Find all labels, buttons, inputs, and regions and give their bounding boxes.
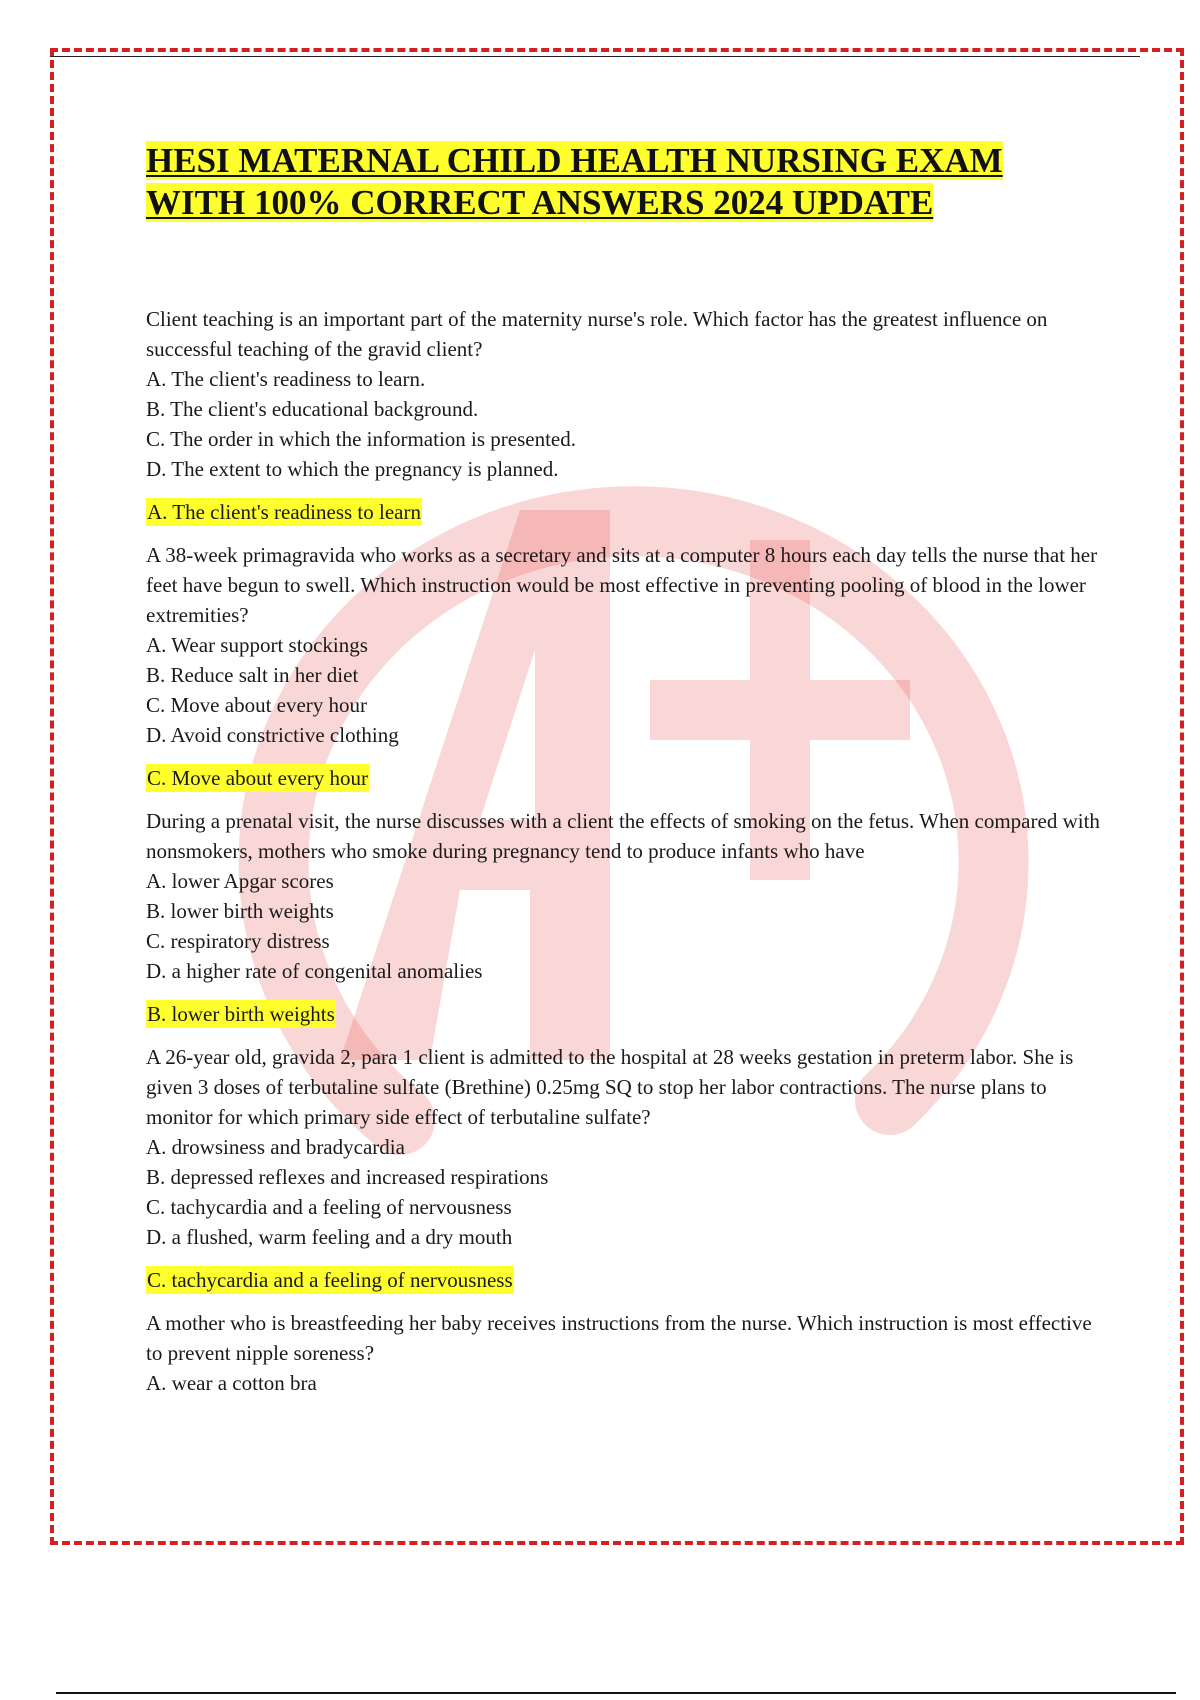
title-line-1: HESI MATERNAL CHILD HEALTH NURSING EXAM	[146, 141, 1003, 180]
option-d: D. a higher rate of congenital anomalies	[146, 959, 483, 983]
answer-highlight: B. lower birth weights	[147, 1002, 335, 1026]
question-text: During a prenatal visit, the nurse discusses with a client the effects of smoking on the fetus. When compared with nonsmokers, mothers who smoke during pregnancy tend to produce infants who have	[146, 809, 1100, 863]
option-b: B. lower birth weights	[146, 899, 334, 923]
question-3	[146, 806, 1106, 1028]
question-text: A 38-week primagravida who works as a secretary and sits at a computer 8 hours each day tells the nurse that her feet have begun to swell. Which instruction would be most effective in preventing pooling of blood in the lower extremities?	[146, 543, 1098, 627]
option-b: B. depressed reflexes and increased respirations	[146, 1165, 549, 1189]
question-1	[146, 304, 1106, 526]
option-c: C. respiratory distress	[146, 929, 330, 953]
option-a: A. The client's readiness to learn.	[146, 367, 426, 391]
option-b: B. The client's educational background.	[146, 397, 479, 421]
document-content	[146, 140, 1106, 1412]
top-rule	[50, 56, 1140, 57]
option-c: C. tachycardia and a feeling of nervousness	[146, 1195, 512, 1219]
option-a: A. drowsiness and bradycardia	[146, 1135, 405, 1159]
question-text: A mother who is breastfeeding her baby receives instructions from the nurse. Which instruction is most effective to prevent nipple soreness?	[146, 1311, 1092, 1365]
option-a: A. wear a cotton bra	[146, 1371, 317, 1395]
option-c: C. The order in which the information is presented.	[146, 427, 577, 451]
question-4	[146, 1042, 1106, 1294]
answer-highlight: A. The client's readiness to learn	[147, 500, 421, 524]
question-text: A 26-year old, gravida 2, para 1 client is admitted to the hospital at 28 weeks gestation in preterm labor. She is given 3 doses of terbutaline sulfate (Brethine) 0.25mg SQ to stop her labor contractions. The nurse plans to monitor for which primary side effect of terbutaline sulfate?	[146, 1045, 1074, 1129]
question-text: Client teaching is an important part of the maternity nurse's role. Which factor has the greatest influence on successful teaching of the gravid client?	[146, 307, 1048, 361]
document-title	[146, 140, 1106, 224]
question-2	[146, 540, 1106, 792]
option-b: B. Reduce salt in her diet	[146, 663, 359, 687]
option-d: D. The extent to which the pregnancy is planned.	[146, 457, 559, 481]
answer-highlight: C. tachycardia and a feeling of nervousness	[147, 1268, 513, 1292]
option-d: D. Avoid constrictive clothing	[146, 723, 399, 747]
footer-rule	[56, 1692, 1176, 1694]
option-c: C. Move about every hour	[146, 693, 368, 717]
option-a: A. Wear support stockings	[146, 633, 368, 657]
question-5	[146, 1308, 1106, 1398]
answer-highlight: C. Move about every hour	[147, 766, 369, 790]
option-d: D. a flushed, warm feeling and a dry mouth	[146, 1225, 513, 1249]
option-a: A. lower Apgar scores	[146, 869, 334, 893]
title-line-2: WITH 100% CORRECT ANSWERS 2024 UPDATE	[146, 183, 934, 222]
